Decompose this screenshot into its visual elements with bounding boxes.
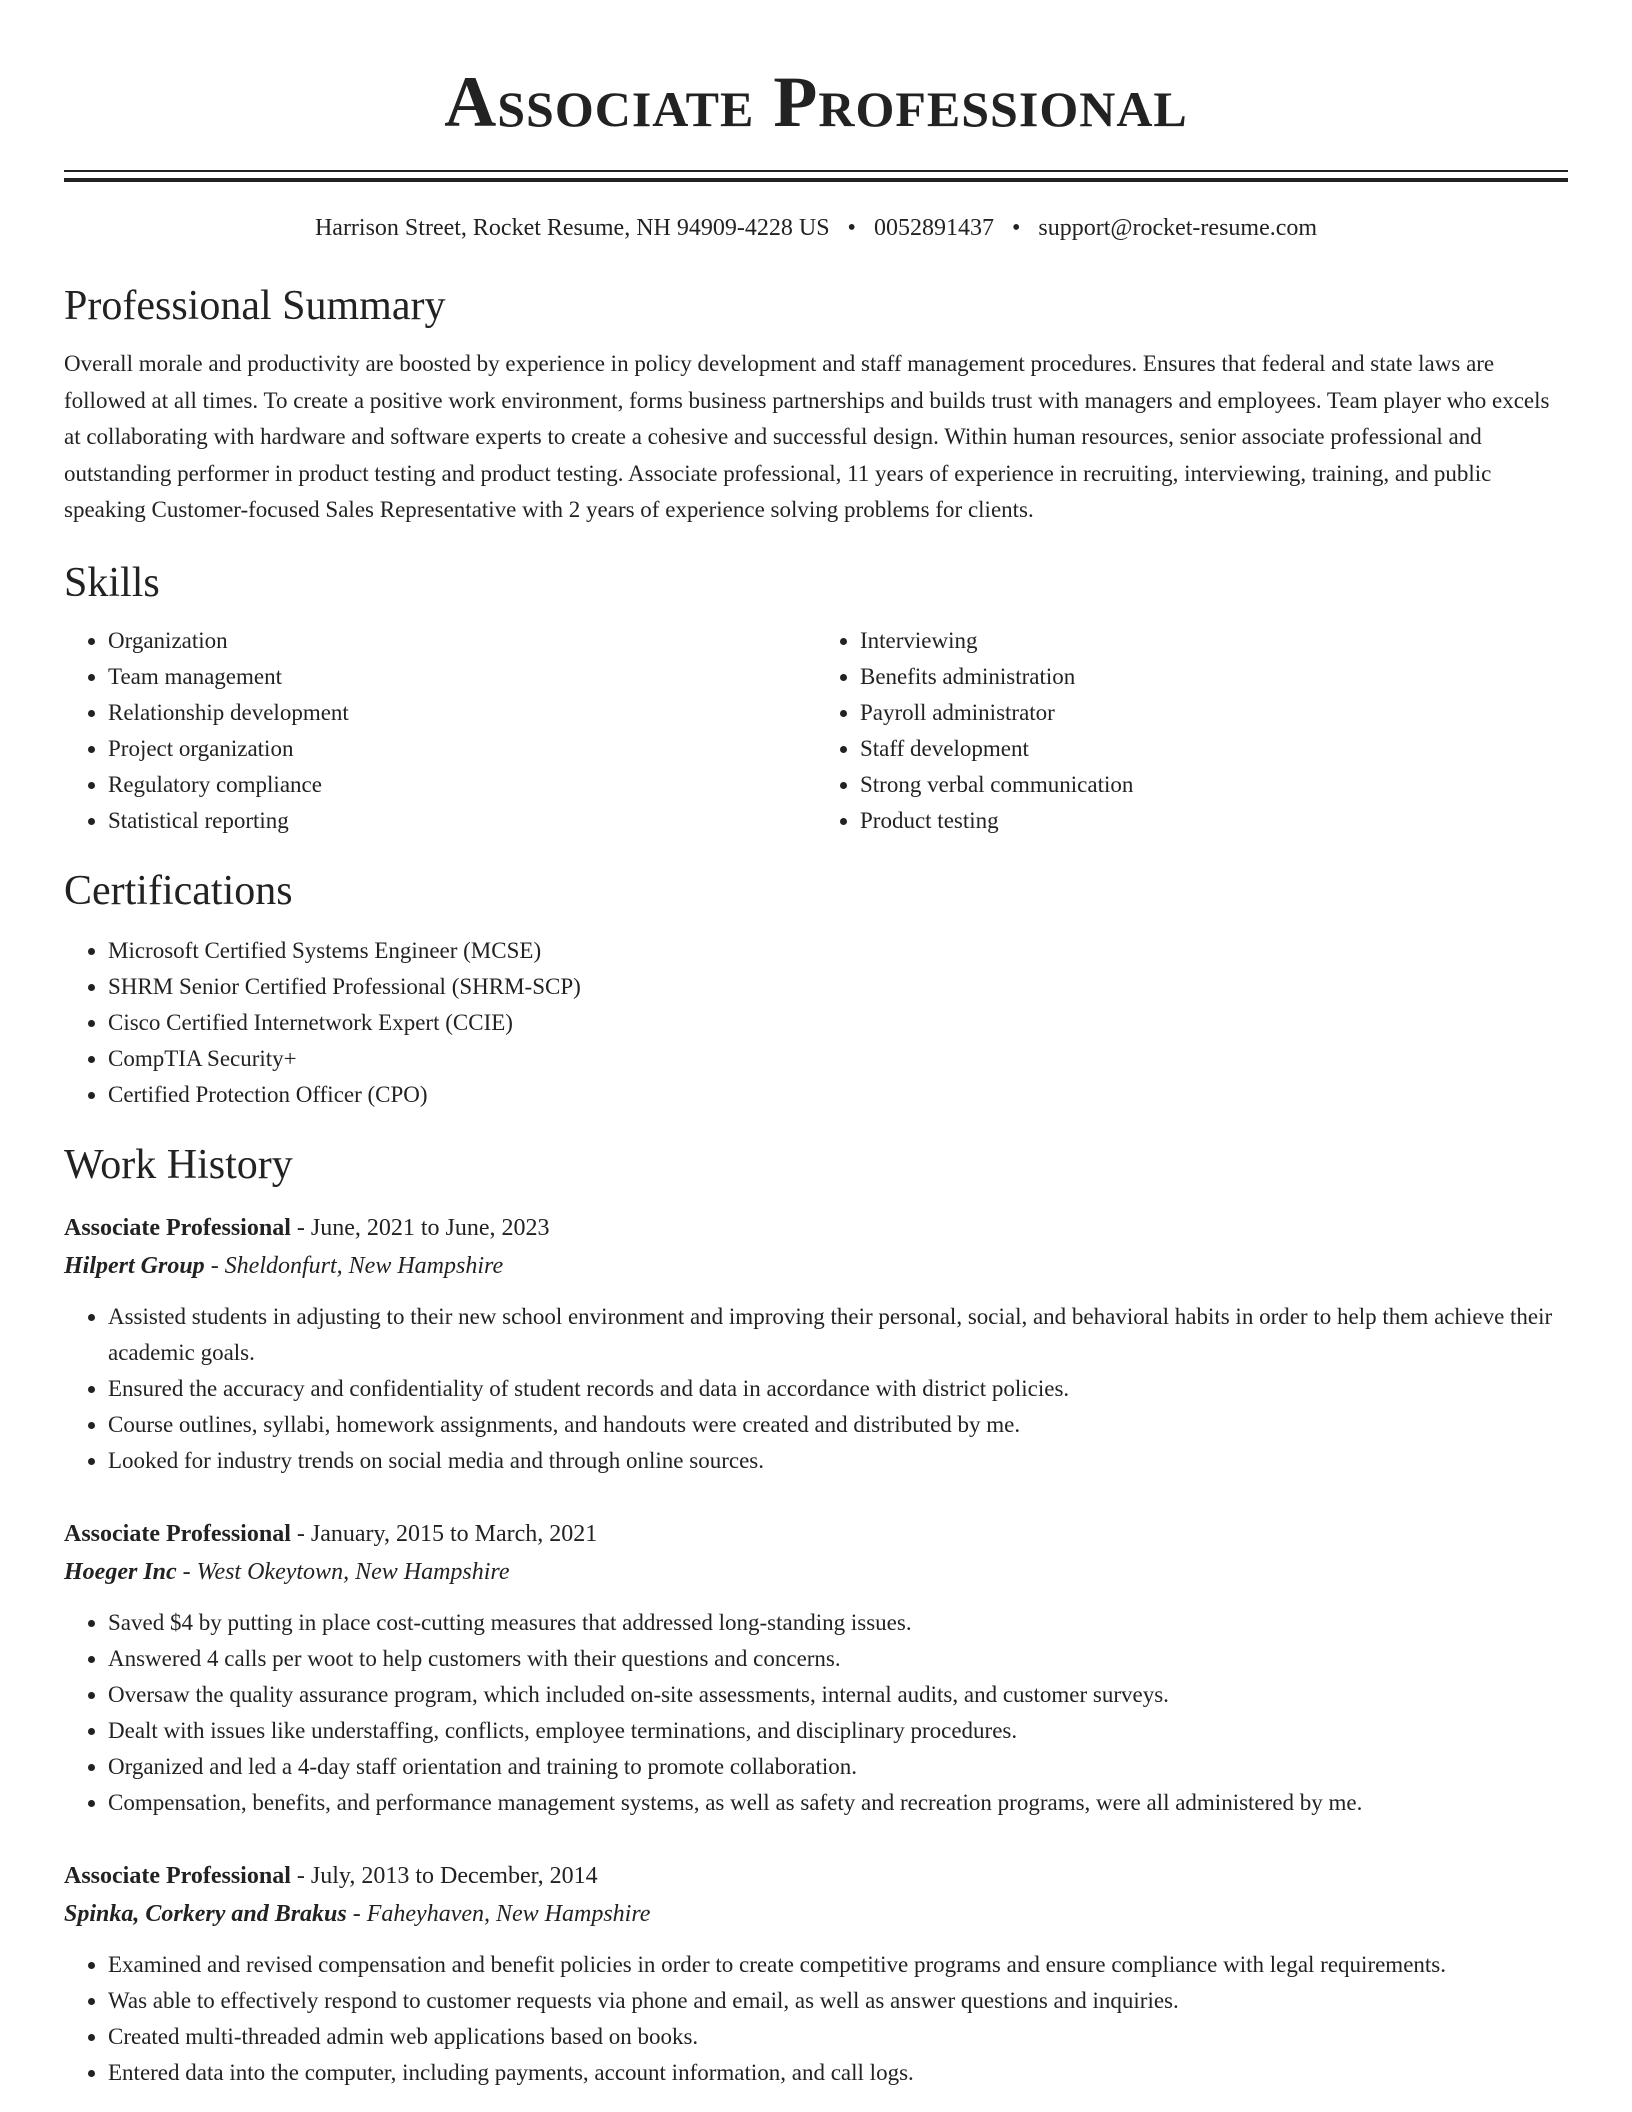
job-bullet: • Assisted students in adjusting to their new school environment and improving their personal, social, and behavioral habits in order to help them achieve their academic goals. (108, 1299, 1568, 1371)
job-dates: - January, 2015 to March, 2021 (290, 1520, 598, 1547)
contact-separator: • (847, 215, 856, 241)
job-bullet: • Examined and revised compensation and benefit policies in order to create competitive programs and ensure compliance with legal requirements. (108, 1947, 1568, 1983)
certification-item: • Microsoft Certified Systems Engineer (MCSE) (108, 933, 1568, 969)
contact-email: support@rocket-resume.com (1038, 215, 1318, 241)
job-company-line (64, 1553, 1568, 1591)
header-rule-thick (64, 178, 1568, 182)
resume-page (64, 0, 1568, 2091)
summary-text: Overall morale and productivity are boosted by experience in policy development and staff management procedures. Ensures that federal and state laws are followed at all times. To create a positive work environment, forms business partnerships and builds trust with managers and employees. Team player who excels at collaborating with hardware and software experts to create a cohesive and successful design. Within human resources, senior associate professional and outstanding performer in product testing and product testing. Associate professional, 11 years of experience in recruiting, interviewing, training, and public speaking Customer-focused Sales Representative with 2 years of experience solving problems for clients. (64, 351, 1550, 522)
header-rule-thin (64, 170, 1568, 172)
job-title-line (64, 1515, 1568, 1553)
job-title-line (64, 1209, 1568, 1247)
certifications-list (64, 933, 1568, 1113)
job-bullet: • Oversaw the quality assurance program, which included on-site assessments, internal audits, and customer surveys. (108, 1677, 1568, 1713)
job-company-line (64, 1247, 1568, 1285)
skill-item: • Benefits administration (860, 659, 1568, 695)
skill-item: • Regulatory compliance (108, 767, 816, 803)
skill-item: • Product testing (860, 803, 1568, 839)
skill-item: • Project organization (108, 731, 816, 767)
contact-line (64, 212, 1568, 244)
skills-list-right (816, 623, 1568, 839)
skill-item: • Relationship development (108, 695, 816, 731)
contact-address: Harrison Street, Rocket Resume, NH 94909-4228 US (314, 215, 830, 241)
job-company: Hilpert Group (64, 1252, 205, 1279)
job-bullet: • Saved $4 by putting in place cost-cutting measures that addressed long-standing issues. (108, 1605, 1568, 1641)
job-bullet: • Created multi-threaded admin web applications based on books. (108, 2019, 1568, 2055)
job-bullet: • Dealt with issues like understaffing, conflicts, employee terminations, and disciplinary procedures. (108, 1713, 1568, 1749)
job-title: Associate Professional (64, 1862, 291, 1889)
job-dates: - June, 2021 to June, 2023 (290, 1214, 550, 1241)
skills-heading: Skills (64, 559, 160, 606)
job-entry (64, 1209, 1568, 1479)
job-title-line (64, 1857, 1568, 1895)
job-company: Hoeger Inc (64, 1558, 177, 1585)
job-location: - West Okeytown, New Hampshire (176, 1558, 510, 1585)
job-title: Associate Professional (64, 1520, 291, 1547)
job-title: Associate Professional (64, 1214, 291, 1241)
certifications-heading: Certifications (64, 867, 293, 914)
job-bullet: • Was able to effectively respond to customer requests via phone and email, as well as answer questions and inquiries. (108, 1983, 1568, 2019)
job-bullet: • Compensation, benefits, and performance management systems, as well as safety and recreation programs, were all administered by me. (108, 1785, 1568, 1821)
skills-columns (64, 623, 1568, 839)
certification-item: • SHRM Senior Certified Professional (SHRM-SCP) (108, 969, 1568, 1005)
job-company: Spinka, Corkery and Brakus (64, 1900, 347, 1927)
job-location: - Faheyhaven, New Hampshire (346, 1900, 651, 1927)
job-entry (64, 1857, 1568, 2091)
job-bullets (64, 1299, 1568, 1479)
skill-item: • Team management (108, 659, 816, 695)
skill-item: • Statistical reporting (108, 803, 816, 839)
job-bullets (64, 1605, 1568, 1821)
contact-separator: • (1011, 215, 1021, 241)
contact-phone: 0052891437 (873, 215, 994, 241)
summary-heading: Professional Summary (64, 283, 446, 329)
job-bullet: • Course outlines, syllabi, homework assignments, and handouts were created and distributed by me. (108, 1407, 1568, 1443)
certification-item: • Certified Protection Officer (CPO) (108, 1077, 1568, 1113)
skill-item: • Payroll administrator (860, 695, 1568, 731)
certification-item: • Cisco Certified Internetwork Expert (CCIE) (108, 1005, 1568, 1041)
skills-list-left (64, 623, 816, 839)
job-dates: - July, 2013 to December, 2014 (290, 1862, 598, 1889)
skill-item: • Organization (108, 623, 816, 659)
job-bullet: • Ensured the accuracy and confidentiality of student records and data in accordance with district policies. (108, 1371, 1568, 1407)
skill-item: • Interviewing (860, 623, 1568, 659)
job-bullet: • Looked for industry trends on social media and through online sources. (108, 1443, 1568, 1479)
job-location: - Sheldonfurt, New Hampshire (204, 1252, 504, 1279)
job-bullets (64, 1947, 1568, 2091)
job-bullet: • Answered 4 calls per woot to help customers with their questions and concerns. (108, 1641, 1568, 1677)
job-company-line (64, 1895, 1568, 1933)
certification-item: • CompTIA Security+ (108, 1041, 1568, 1077)
job-entry (64, 1515, 1568, 1821)
job-bullet: • Organized and led a 4-day staff orientation and training to promote collaboration. (108, 1749, 1568, 1785)
skill-item: • Strong verbal communication (860, 767, 1568, 803)
skill-item: • Staff development (860, 731, 1568, 767)
work-history-heading: Work History (64, 1141, 293, 1188)
resume-name: Associate Professional (444, 62, 1188, 142)
job-bullet: • Entered data into the computer, including payments, account information, and call logs. (108, 2055, 1568, 2091)
